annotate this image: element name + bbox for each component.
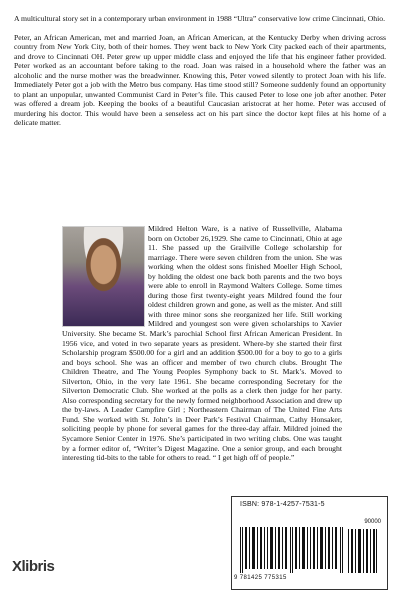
author-bio-text: Mildred Helton Ware, is a native of Russellville, Alabama born on October 26,1929. She came to Cincinnati, Ohio at age 11. She passed up the Grailville College scholarship for marriage. There were seven children from the union. She was working when the oldest sons finished Moeller High School, by holding the oldest one back both parents and the two boys were able to enroll in Raymond Walters College. Some times during those first twenty-eight years Mildred found the four oldest children grown and gone, as well as the mister. And still with three minor sons she reorganized her life. Still working Mildred and youngest son were given scholarships to Xavier University. She became St. Mark’s parochial School first African American President. In 1956 vice, and voted in two separate years as president. Where-by she started their first Scholarship program $500.00 for a girl and an addition $500.00 for a boy to go to a girls and boys school. She was an officer and member of two church clubs. Brought The Children Theatre, and The Young Peoples Symphony back to St. Mark’s. Moved to Silverton, Ohio, in the very late 1961. She became corresponding Secretary for the Silverton Democratic Club. She worked at the polls as a clerk then judge for her party. Also corresponding secretary for the newly formed neighborhood Association and drew up the by-laws. A Leader Campfire Girl ; Northeastern Chairman of The United Fine Arts Fund. She worked with St. John’s in Deer Park’s Festival Chairman, Cathy Honsaker, soliciting people by phone for several games for the three-day affair. Mildred joined the Sycamore Senior Center in 1976. She’s participated in two writing clubs. One was taught by a former editor of, “Writer’s Digest Magazine. One a senior group, and each brought interesting tid-bits to the table for others to read. “ I get high off of people.” <box>62 224 342 463</box>
author-photo <box>62 226 145 327</box>
barcode-number: 9 781425 775315 <box>234 575 287 581</box>
isbn-label: ISBN: 978-1-4257-7531-5 <box>240 501 325 508</box>
price-code: 90000 <box>364 519 381 525</box>
barcode-block <box>231 496 388 590</box>
synopsis-body: Peter, an African American, met and married Joan, an African American, at the Kentucky Derby when driving across country from New York City, both of their homes. They went back to New York City packed each of their apartments, and drove to Cincinnati OH. Peter grew up upper middle class and enjoyed the life that his engineer father provided. Peter worked as an accountant before taking to the road. Joan was raised in a household where the father was an alcoholic and the nurse mother was the breadwinner. Knowing this, Peter vowed silently to protect Joan with his life. Immediately Peter got a job with the Metro bus company. Has time stood still? Someone suddenly found an opportunity to plant an unpopular, unwanted Communist Card in Peter’s file. This caused Peter to lose one job after another. Peter was offered a dream job. Keeping the books of a beautiful Caucasian aristocrat at her home. Peter was accused of murdering his doctor. This would have been a senseless act on his part since the doctor kept files at his home of a delicate matter. <box>14 32 386 128</box>
synopsis-intro: A multicultural story set in a contemporary urban environment in 1988 “Ultra” conservative low crime Cincinnati, Ohio. <box>14 14 386 23</box>
barcode-bars <box>240 527 344 573</box>
publisher-logo: Xlibris <box>12 558 55 575</box>
synopsis <box>14 14 386 133</box>
price-barcode-bars <box>348 529 378 573</box>
